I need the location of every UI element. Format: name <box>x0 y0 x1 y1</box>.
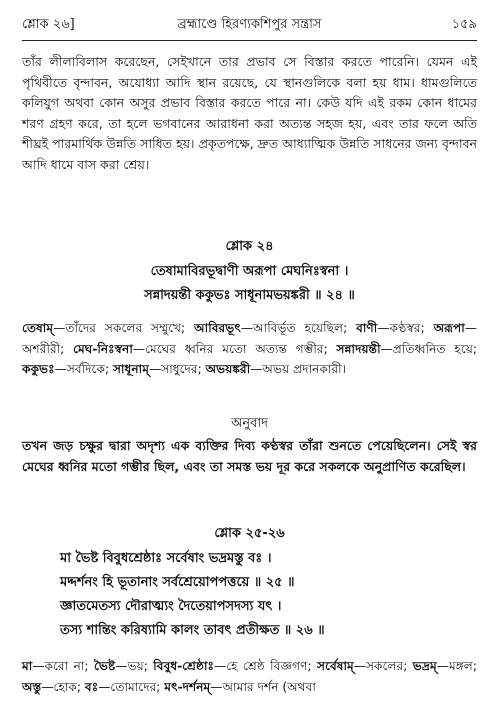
synonym-term: বিবুধ-শ্রেষ্ঠাঃ <box>153 659 215 673</box>
synonym-meaning: —হে শ্রেষ্ঠ বিজ্ঞগণ; <box>214 659 318 673</box>
synonym-term: সন্নাদয়ন্তী <box>336 341 381 356</box>
synonym-meaning: —অশরীরী; <box>22 321 478 356</box>
synonym-term: বঃ <box>84 679 99 694</box>
synonym-term: সর্বেষাম্ <box>317 659 354 673</box>
synonym-term: সাধূনাম্ <box>112 362 149 376</box>
verse-25-26-synonyms <box>22 656 477 697</box>
synonym-meaning: —করো না; <box>32 659 94 673</box>
header-verse-ref: শ্লোক ২৬] <box>22 17 75 32</box>
synonym-term: ভৈষ্ট <box>93 659 116 673</box>
synonym-term: আবিরভূৎ <box>194 321 241 335</box>
synonym-meaning: —মেঘের ধ্বনির মতো অত্যন্ত গম্ভীর; <box>132 341 337 356</box>
verse-24-synonyms <box>22 318 477 380</box>
synonym-term: অরূপা <box>433 321 465 335</box>
synonym-term: অস্তু <box>22 679 42 694</box>
synonym-meaning: —তোমাদের; <box>98 679 165 694</box>
synonym-meaning: —সর্বদিকে; <box>54 362 113 376</box>
header-chapter-title: ব্রহ্মাণ্ডে হিরণ্যকশিপুর সন্ত্রাস <box>177 17 322 32</box>
verse-25-26-line-2: মদ্দর্শনং হি ভূতানাং সর্বশ্রেয়োপপত্তয়ে ॥ ২৫ ॥ <box>60 575 295 590</box>
synonym-meaning: —আবির্ভূত হয়েছিল; <box>240 321 357 335</box>
verse-25-26-line-4: তস্য শান্তিং করিষ্যামি কালং তাবৎ প্রতীক্ষত ॥ ২৬ ॥ <box>60 623 325 638</box>
verse-24-translation: তখন জড় চক্ষুর দ্বারা অদৃশ্য এক ব্যক্তির দিব্য কণ্ঠস্বর তাঁরা শুনতে পেয়েছিলেন। সেই স্বর মেঘের ধ্বনির মতো গম্ভীর ছিল, এবং তা সমস্ত ভয় দূর করে সকলকে অনুপ্রাণিত করেছিল। <box>22 438 477 474</box>
synonym-meaning: —মঙ্গল; <box>436 659 477 673</box>
intro-paragraph: তাঁর লীলাবিলাস করেছেন, সেইখানে তার প্রভাব সে বিস্তার করতে পারেনি। যেমন এই পৃথিবীতে বৃন্দাবন, অযোধ্যা আদি স্থান রয়েছে, যে স্থানগুলিকে বলা হয় ধাম। ধামগুলিতে কলিযুগ অথবা কোন অসুর প্রভাব বিস্তার করতে পারে না। কেউ যদি এই রকম কোন ধামের শরণ গ্রহণ করে, তা হলে ভগবানের আরাধনা করা অত্যন্ত সহজ হয়, এবং তার ফলে অতি শীঘ্রই পারমার্থিক উন্নতি সাধিত হয়। প্রকৃতপক্ষে, দ্রুত আধ্যাত্মিক উন্নতি সাধনের জন্য বৃন্দাবন আদি ধামে বাস করা শ্রেয়। <box>22 54 477 172</box>
page-number: ১৫৯ <box>451 17 477 32</box>
synonym-meaning: —হোক; <box>41 679 85 694</box>
synonym-term: তেষাম্ <box>22 321 54 335</box>
synonym-term: ককুভঃ <box>22 362 55 376</box>
verse-25-26-line-1: মা ভৈষ্ট বিবুধশ্রেষ্ঠাঃ সর্বেষাং ভদ্রমস্তু বঃ । <box>60 551 272 566</box>
synonym-meaning: —অভয় প্রদানকারী। <box>250 362 346 376</box>
synonym-term: বাণী <box>356 321 378 335</box>
verse-24-line-1: তেষামাবিরভূদ্বাণী অরূপা মেঘনিঃস্বনা । <box>150 264 349 279</box>
synonym-meaning: —কণ্ঠস্বর; <box>377 321 434 335</box>
verse-25-26-heading: শ্লোক ২৫-২৬ <box>214 526 285 541</box>
synonym-term: ভদ্রম্ <box>412 659 437 673</box>
synonym-term: মেঘ-নিঃস্বনা <box>73 341 133 356</box>
translation-heading: অনুবাদ <box>231 416 268 431</box>
synonym-meaning: —আমার দর্শন (অথবা <box>210 679 316 694</box>
synonym-term: অভয়ঙ্করী <box>205 362 251 376</box>
synonym-meaning: —তাঁদের সকলের সম্মুখে; <box>53 321 195 335</box>
synonym-meaning: —সকলের; <box>353 659 413 673</box>
synonym-meaning: —প্রতিধ্বনিত হয়ে; <box>380 341 477 356</box>
running-header <box>22 14 477 41</box>
verse-25-26-line-3: জ্ঞাতমেতস্য দৌরাত্ম্যং দৈতেয়াপসদস্য যৎ । <box>60 599 282 614</box>
verse-24-heading: শ্লোক ২৪ <box>225 239 274 254</box>
synonym-term: মৎ-দর্শনম্ <box>164 679 211 694</box>
verse-24-line-2: সন্নাদয়ন্তী ককুভঃ সাধূনামভয়ঙ্করী ॥ ২৪ ॥ <box>144 288 355 303</box>
synonym-meaning: —ভয়; <box>115 659 154 673</box>
synonym-meaning: —সাধুদের; <box>148 362 206 376</box>
synonym-term: মা <box>22 659 33 673</box>
